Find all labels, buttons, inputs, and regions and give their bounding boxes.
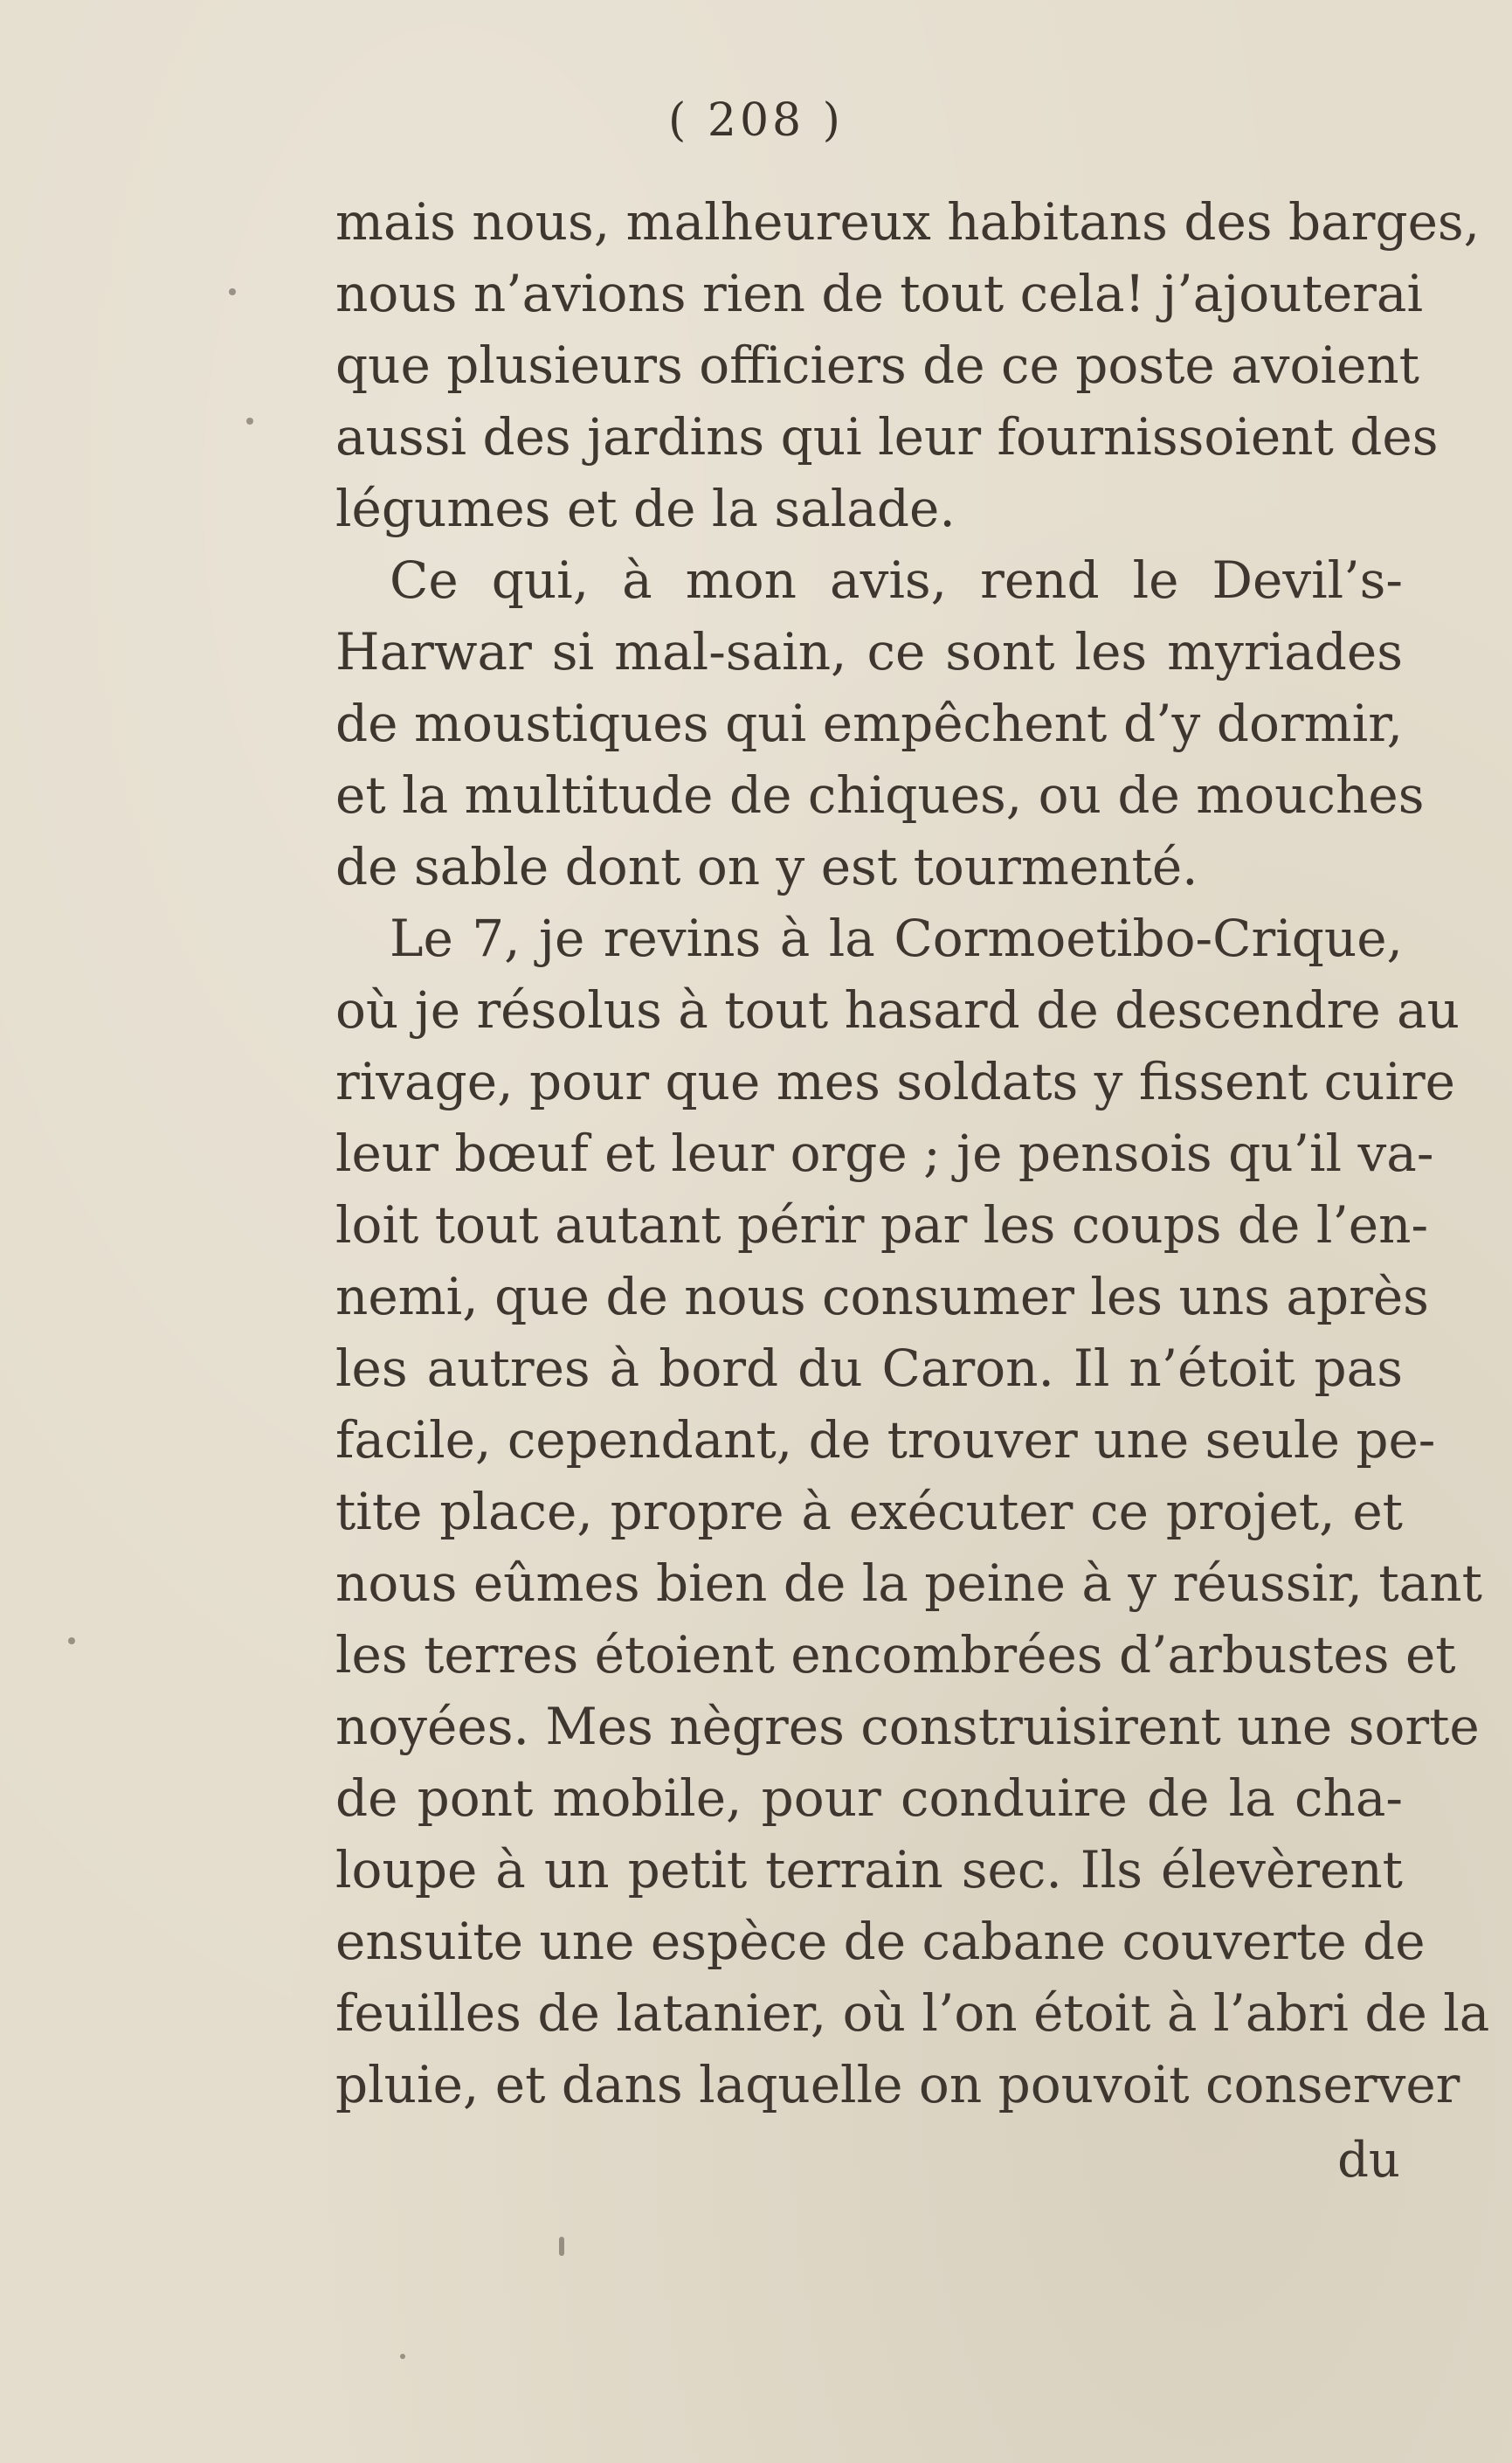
text-line: pluie, et dans laquelle on pouvoit conserver — [335, 2055, 1460, 2114]
text-line: feuilles de latanier, où l’on étoit à l’abri de la — [335, 1983, 1490, 2043]
text-line: noyées. Mes nègres construisirent une sorte — [335, 1697, 1480, 1756]
text-line: Ce qui, à mon avis, rend le Devil’s- — [390, 550, 1403, 610]
catchword: du — [1337, 2132, 1400, 2189]
text-line: et la multitude de chiques, ou de mouches — [335, 765, 1425, 825]
paper-speck — [246, 418, 253, 425]
text-line: que plusieurs officiers de ce poste avoient — [335, 336, 1419, 395]
text-line: de moustiques qui empêchent d’y dormir, — [335, 694, 1403, 753]
text-line: les terres étoient encombrées d’arbustes et — [335, 1625, 1456, 1685]
text-line: leur bœuf et leur orge ; je pensois qu’il va- — [335, 1124, 1434, 1183]
text-line: nous eûmes bien de la peine à y réussir, tant — [335, 1553, 1482, 1613]
body-text — [335, 186, 1490, 2121]
text-line: nous n’avions rien de tout cela! j’ajouterai — [335, 264, 1424, 323]
text-line: Harwar si mal-sain, ce sont les myriades — [335, 622, 1403, 681]
text-line: facile, cependant, de trouver une seule pe- — [335, 1410, 1436, 1470]
text-line: mais nous, malheureux habitans des barges, — [335, 192, 1481, 252]
text-line: tite place, propre à exécuter ce projet, et — [335, 1482, 1403, 1541]
text-line: légumes et de la salade. — [335, 479, 956, 538]
page-number: ( 208 ) — [668, 94, 844, 147]
text-line: loit tout autant périr par les coups de l’en- — [335, 1195, 1429, 1255]
text-line: Le 7, je revins à la Cormoetibo-Crique, — [390, 909, 1403, 968]
text-line: ensuite une espèce de cabane couverte de — [335, 1912, 1426, 1971]
text-line: loupe à un petit terrain sec. Ils élevèrent — [335, 1840, 1403, 1899]
paper-speck — [68, 1637, 75, 1644]
paper-speck — [229, 288, 236, 295]
text-line: rivage, pour que mes soldats y fissent cuire — [335, 1052, 1456, 1111]
text-line: où je résolus à tout hasard de descendre au — [335, 980, 1460, 1040]
text-line: de sable dont on y est tourmenté. — [335, 837, 1198, 896]
paper-speck — [400, 2354, 405, 2359]
text-line: de pont mobile, pour conduire de la cha- — [335, 1768, 1403, 1828]
text-line: nemi, que de nous consumer les uns après — [335, 1267, 1429, 1326]
paper-speck — [559, 2237, 564, 2256]
text-line: aussi des jardins qui leur fournissoient des — [335, 407, 1439, 467]
text-line: les autres à bord du Caron. Il n’étoit pas — [335, 1339, 1403, 1398]
